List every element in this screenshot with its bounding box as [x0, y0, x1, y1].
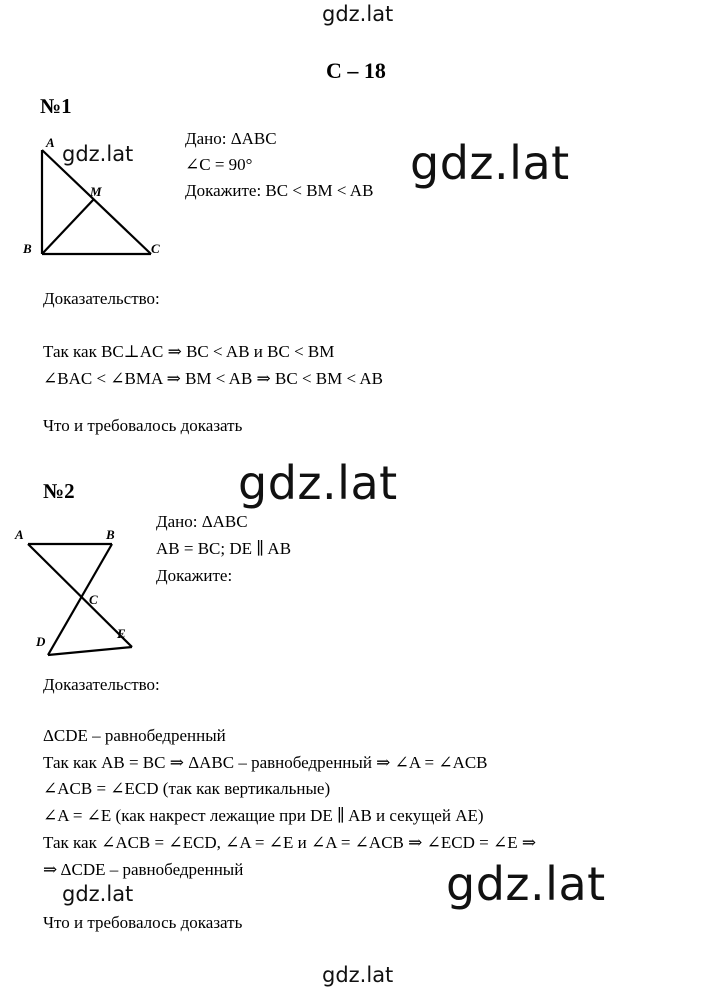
problem1-conclusion: Что и требовалось доказать	[43, 416, 243, 435]
problem1-given-1: Дано: ΔABC	[185, 129, 277, 148]
problem2-proof-title: Доказательство:	[43, 675, 160, 694]
watermark-figure1: gdz.lat	[62, 142, 134, 166]
problem2-given-2: AB = BC; DE ∥ AB	[156, 539, 292, 558]
problem1-proof-line-1: Так как BC⊥AC ⇒ BC < AB и BC < BM	[43, 342, 335, 361]
fig2-label-e: E	[117, 626, 126, 641]
page-title: С – 18	[326, 58, 386, 83]
problem2-proof-line-6: ⇒ ΔCDE – равнобедренный	[43, 860, 244, 879]
fig2-label-a: A	[15, 527, 24, 542]
problem1-proof-title: Доказательство:	[43, 289, 160, 308]
problem1-given-3: Докажите: BC < BM < AB	[185, 181, 374, 200]
fig1-label-c: C	[151, 241, 160, 256]
problem2-given-3: Докажите:	[156, 566, 233, 585]
fig2-label-b: B	[106, 527, 115, 542]
problem2-given-1: Дано: ΔABC	[156, 512, 248, 531]
problem2-proof-line-1: ΔCDE – равнобедренный	[43, 726, 226, 745]
problem1-given-2: ∠C = 90°	[185, 155, 253, 174]
fig2-label-d: D	[36, 634, 46, 649]
problem1-number: №1	[40, 94, 72, 118]
problem2-number: №2	[43, 479, 75, 503]
watermark-large-1: gdz.lat	[410, 136, 570, 190]
problem2-proof-line-3: ∠ACB = ∠ECD (так как вертикальные)	[43, 779, 331, 798]
problem2-proof-line-2: Так как AB = BC ⇒ ΔABC – равнобедренный ⇒ ∠A = ∠ACB	[43, 753, 488, 772]
fig2-label-c: C	[89, 592, 98, 607]
watermark-large-2: gdz.lat	[238, 456, 398, 510]
problem2-proof-line-4: ∠A = ∠E (как накрест лежащие при DE ∥ AB и секущей AE)	[43, 806, 484, 825]
watermark-lower-small: gdz.lat	[62, 882, 134, 906]
watermark-large-3: gdz.lat	[446, 857, 606, 911]
fig1-label-b: B	[23, 241, 32, 256]
fig1-label-a: A	[46, 135, 55, 150]
watermark-bottom: gdz.lat	[322, 963, 394, 987]
fig1-label-m: M	[90, 184, 102, 199]
watermark-top: gdz.lat	[322, 2, 394, 26]
problem2-conclusion: Что и требовалось доказать	[43, 913, 243, 932]
problem2-proof-line-5: Так как ∠ACB = ∠ECD, ∠A = ∠E и ∠A = ∠ACB ⇒ ∠ECD = ∠E ⇒	[43, 833, 537, 852]
problem1-proof-line-2: ∠BAC < ∠BMA ⇒ BM < AB ⇒ BC < BM < AB	[43, 369, 384, 388]
problem2-figure	[10, 525, 160, 665]
